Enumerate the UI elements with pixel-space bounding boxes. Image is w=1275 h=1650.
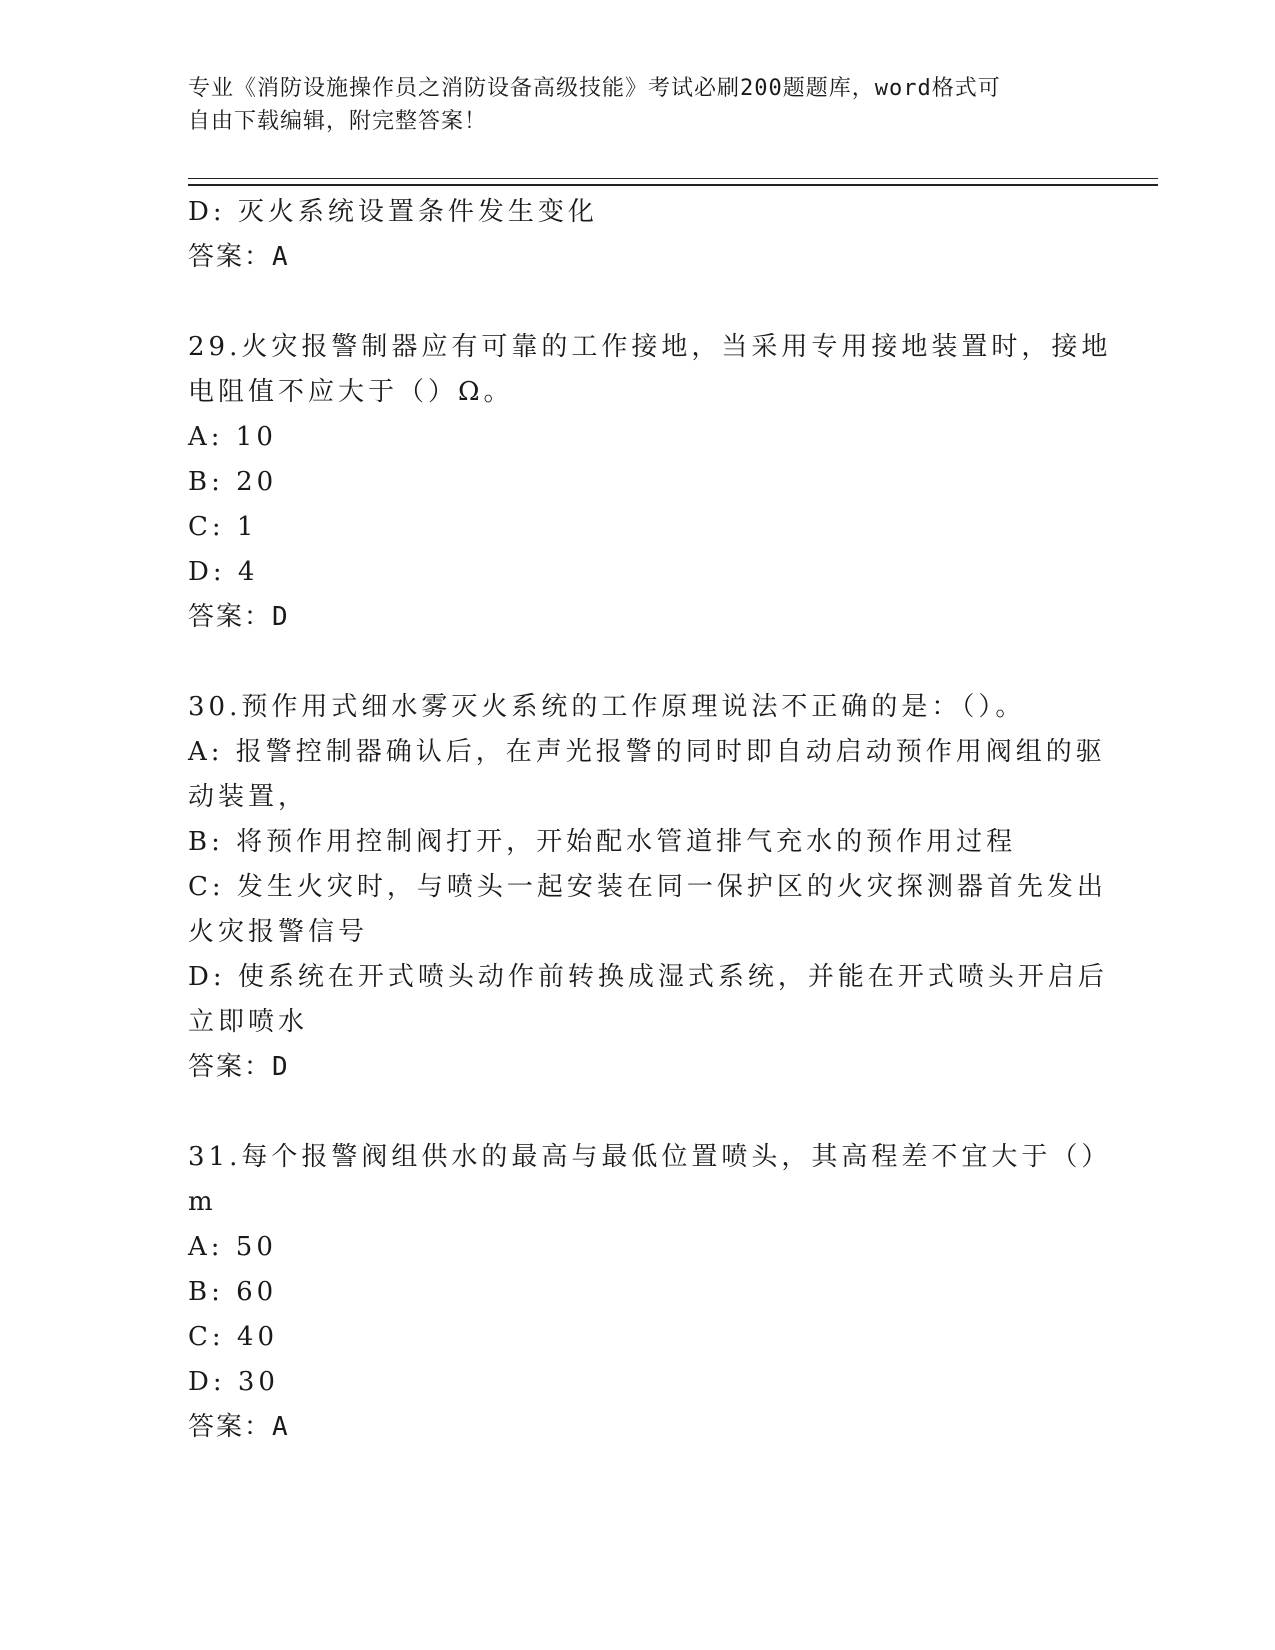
option-d: D: 30	[188, 1367, 279, 1397]
option-b: B: 60	[188, 1277, 278, 1307]
header-line-2: 自由下载编辑，附完整答案！	[188, 109, 488, 134]
question-stem-line: 电阻值不应大于（）Ω。	[188, 377, 514, 407]
carryover-question	[188, 190, 1088, 280]
answer: 答案：A	[188, 242, 290, 272]
option-a: A: 10	[188, 422, 277, 452]
option-b: B: 20	[188, 467, 278, 497]
option-a: A: 50	[188, 1232, 277, 1262]
header-line-1: 专业《消防设施操作员之消防设备高级技能》考试必刷200题题库，word格式可	[188, 76, 1001, 101]
answer: 答案：D	[188, 602, 290, 632]
document-body	[188, 190, 1112, 1495]
option-c: C: 发生火灾时，与喷头一起安装在同一保护区的火灾探测器首先发出	[188, 872, 1107, 902]
question-stem-line: m	[188, 1187, 217, 1217]
header-divider	[188, 178, 1158, 186]
option-a: A: 报警控制器确认后，在声光报警的同时即自动启动预作用阀组的驱	[188, 737, 1106, 767]
option-d: D: 灭火系统设置条件发生变化	[188, 197, 598, 227]
answer: 答案：A	[188, 1412, 290, 1442]
option-c: C: 40	[188, 1322, 279, 1352]
option-d: D: 使系统在开式喷头动作前转换成湿式系统，并能在开式喷头开启后	[188, 962, 1108, 992]
question-31	[188, 1135, 1112, 1450]
question-30	[188, 685, 1108, 1090]
question-29	[188, 325, 1112, 640]
option-b: B: 将预作用控制阀打开，开始配水管道排气充水的预作用过程	[188, 827, 1017, 857]
option-d-continuation: 立即喷水	[188, 1007, 309, 1037]
question-stem-line: 31.每个报警阀组供水的最高与最低位置喷头，其高程差不宜大于（）	[188, 1142, 1112, 1172]
document-header	[188, 72, 1068, 138]
question-stem-line: 29.火灾报警制器应有可靠的工作接地，当采用专用接地装置时，接地	[188, 332, 1112, 362]
question-stem-line: 30.预作用式细水雾灭火系统的工作原理说法不正确的是：（）。	[188, 692, 1026, 722]
option-d: D: 4	[188, 557, 259, 587]
option-c-continuation: 火灾报警信号	[188, 917, 369, 947]
answer: 答案：D	[188, 1052, 290, 1082]
option-c: C: 1	[188, 512, 258, 542]
option-a-continuation: 动装置，	[188, 782, 309, 812]
